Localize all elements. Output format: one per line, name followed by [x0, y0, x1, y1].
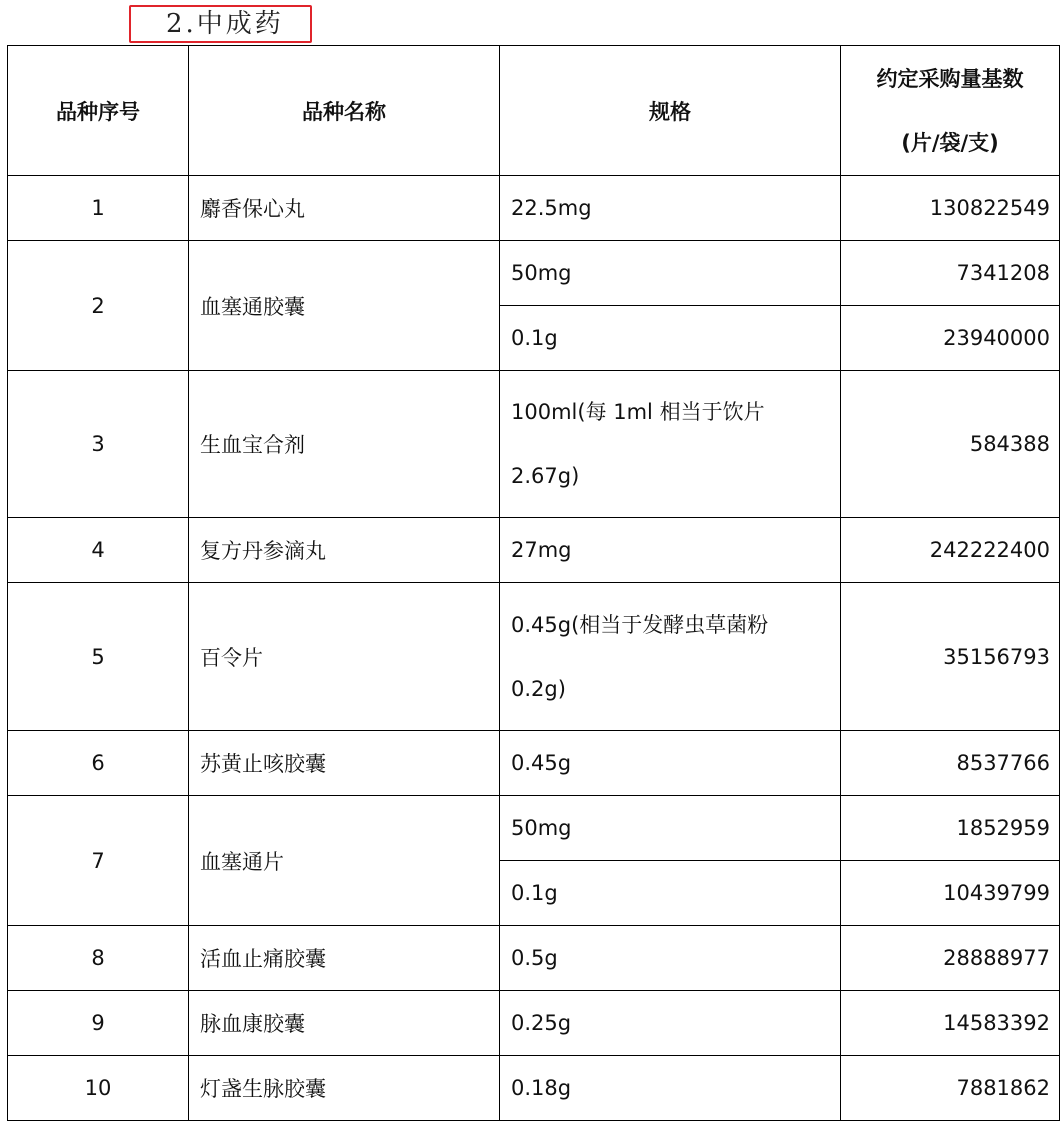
table-row [8, 583, 1060, 731]
row-spec-line2: 2.67g) [511, 464, 580, 488]
row-no: 1 [8, 176, 189, 241]
row-qty: 35156793 [841, 583, 1060, 731]
row-qty: 130822549 [841, 176, 1060, 241]
row-spec: 0.1g [500, 861, 841, 926]
row-spec [500, 583, 841, 731]
row-spec: 50mg [500, 241, 841, 306]
row-spec: 0.25g [500, 991, 841, 1056]
row-name: 血塞通片 [189, 796, 500, 926]
section-title: 2.中成药 [166, 9, 284, 39]
row-spec-line2: 0.2g) [511, 676, 566, 701]
row-name: 血塞通胶囊 [189, 241, 500, 371]
header-qty-line1: 约定采购量基数 [876, 66, 1024, 91]
table-row [8, 926, 1060, 991]
row-qty: 14583392 [841, 991, 1060, 1056]
row-name: 灯盏生脉胶囊 [189, 1056, 500, 1121]
row-name: 苏黄止咳胶囊 [189, 731, 500, 796]
table-row [8, 731, 1060, 796]
header-qty [841, 46, 1060, 176]
header-spec: 规格 [500, 46, 841, 176]
row-spec: 0.5g [500, 926, 841, 991]
header-name: 品种名称 [189, 46, 500, 176]
table-row [8, 1056, 1060, 1121]
table-header-row [8, 46, 1060, 176]
row-spec [500, 371, 841, 518]
row-qty: 23940000 [841, 306, 1060, 371]
row-spec: 0.45g [500, 731, 841, 796]
row-spec: 0.1g [500, 306, 841, 371]
row-spec-line1: 100ml(每 1ml 相当于饮片 [511, 400, 765, 424]
header-no: 品种序号 [8, 46, 189, 176]
row-qty: 7881862 [841, 1056, 1060, 1121]
table-row [8, 176, 1060, 241]
row-name: 活血止痛胶囊 [189, 926, 500, 991]
row-qty: 28888977 [841, 926, 1060, 991]
row-spec: 27mg [500, 518, 841, 583]
row-spec: 50mg [500, 796, 841, 861]
row-qty: 242222400 [841, 518, 1060, 583]
medicine-table [7, 45, 1060, 1121]
row-no: 9 [8, 991, 189, 1056]
row-name: 麝香保心丸 [189, 176, 500, 241]
row-no: 8 [8, 926, 189, 991]
row-qty: 7341208 [841, 241, 1060, 306]
table-row [8, 518, 1060, 583]
row-no: 6 [8, 731, 189, 796]
row-qty: 1852959 [841, 796, 1060, 861]
table-row [8, 991, 1060, 1056]
row-name: 生血宝合剂 [189, 371, 500, 518]
row-qty: 10439799 [841, 861, 1060, 926]
table-row [8, 241, 1060, 306]
row-no: 10 [8, 1056, 189, 1121]
header-qty-line2: (片/袋/支) [901, 130, 999, 155]
row-no: 7 [8, 796, 189, 926]
row-qty: 8537766 [841, 731, 1060, 796]
row-no: 4 [8, 518, 189, 583]
row-spec: 22.5mg [500, 176, 841, 241]
table-row [8, 796, 1060, 861]
row-name: 复方丹参滴丸 [189, 518, 500, 583]
row-name: 脉血康胶囊 [189, 991, 500, 1056]
table-row [8, 371, 1060, 518]
row-no: 3 [8, 371, 189, 518]
row-spec-line1: 0.45g(相当于发酵虫草菌粉 [511, 612, 769, 637]
row-no: 2 [8, 241, 189, 371]
row-spec: 0.18g [500, 1056, 841, 1121]
row-qty: 584388 [841, 371, 1060, 518]
row-name: 百令片 [189, 583, 500, 731]
row-no: 5 [8, 583, 189, 731]
